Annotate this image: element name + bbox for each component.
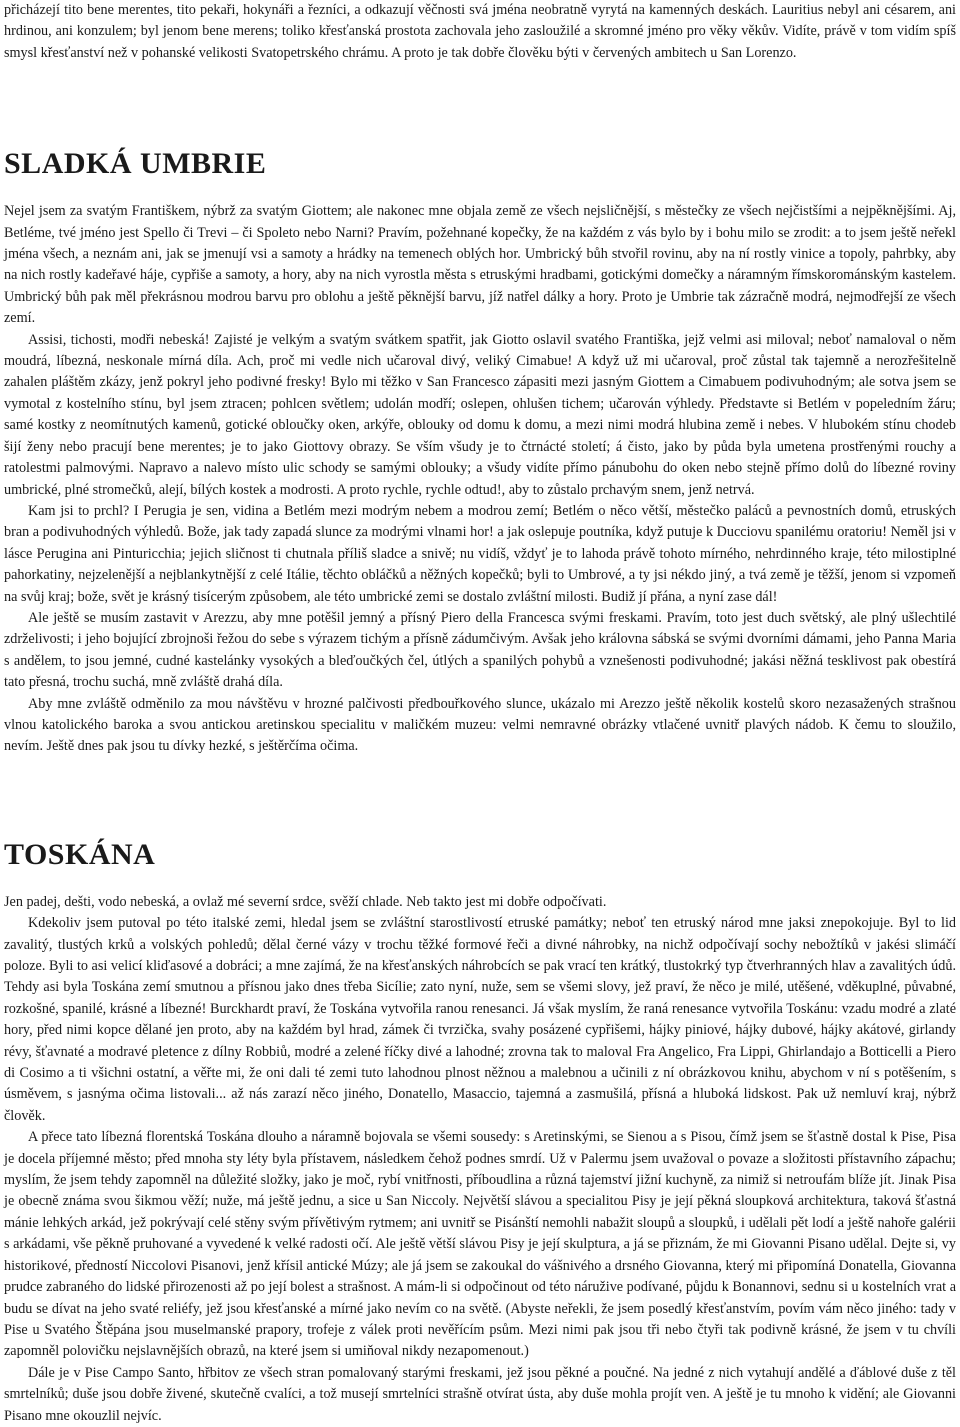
toskana-paragraph: Dále je v Pise Campo Santo, hřbitov ze všech stran pomalovaný starými freskami, jež jsou pěkné a poučné. Na jedné z nich vytahují andělé a ďáblové duše z těl smrtelníků; duše jsou dobře živené, skutečně cvalíci, a tož musejí smrtelníci strašně otvírat ústa, aby duše mohla projít ven. A ještě je tu mnoho k vidění; ale Giovanni Pisano mne okouzlil nejvíc. (4, 1364, 956, 1424)
chapter-heading-toskana: TOSKÁNA (4, 837, 156, 871)
umbrie-paragraph: Ale ještě se musím zastavit v Arezzu, aby mne potěšil jemný a přísný Piero della Francesca svými freskami. Pravím, toto jest duch světský, ale plný ušlechtilé zdrželivosti; i jeho bojující zbrojnoši řežou do sebe s výrazem tichým a přísně zádumčivým. Avšak jeho královna sábská se svými dvorními dámami, jeho Panna Maria s andělem, to jsou jemné, cudné kastelánky vysokých a bleďoučkých čel, útlých a spanilých pohybů a vznešenosti podivuhodné; jakási něžná tesklivost pak obestírá tato přesná, trochu suchá, mně zvláště drahá díla. (4, 609, 956, 691)
umbrie-paragraph: Kam jsi to prchl? I Perugia je sen, vidina a Betlém mezi modrým nebem a modrou zemí; Betlém o něco větší, městečko paláců a pevnostních domů, etruských bran a podivuhodných výhledů. Bože, jak tady zapadá slunce za modrými vlnami hor! a jak oslepuje poutníka, když putuje k Ducciovu spanilému oratoriu! Neměl jsi v lásce Perugina ani Pinturicchia; jejich sličnost ti chutnala příliš sladce a snivě; nu vidíš, vždyť je to lahoda právě tohoto mírného, nehrdinného kraje, této milostiplné pahorkatiny, nejzelenější a nejblankytnější z celé Itálie, těchto obláčků a něžných kopečků; byli to Umbrové, a ty jsi nékdo jiný, a tvá země je těžší, jenom si vzpomeň na svůj kraj; bože, svět je krásný tisícerým způsobem, ale této umbrické zemi se dostalo zvláštní milosti. Budiž jí přána, a nyní zase dál! (4, 502, 956, 605)
umbrie-section (4, 201, 956, 758)
umbrie-paragraph: Aby mne zvláště odměnilo za mou návštěvu v hrozné palčivosti předbouřkového slunce, ukázalo mi Arezzo ještě několik kostelů skoro nezasažených strašnou vlnou katolického baroka a svou antickou aretinskou specialitu v maličkém muzeu: velmi nemravné obrázky vtlačené uvnitř plavých nádob. K čemu to sloužilo, nevím. Ještě dnes pak jsou tu dívky hezké, s ještěrčíma očima. (4, 695, 956, 755)
toskana-section (4, 892, 956, 1427)
umbrie-paragraph: Assisi, tichosti, modři nebeská! Zajisté je velkým a svatým svátkem spatřit, jak Giotto oslavil svatého Františka, jejž velmi asi miloval; neboť namaloval o něm moudrá, líbezná, neskonale mírná díla. Ach, proč mi vedle nich učaroval divý, veliký Cimabue! A když už mi učaroval, proč zůstal tak tajemně a nerozřešitelně zahalen pláštěm zkázy, jenž pokryl jeho podivné fresky! Bylo mi těžko v San Francesco zápasiti mezi jasným Giottem a Cimabuem podivuhodným; ale sotva jsem se vymotal z kostelního stínu, byl jsem ztracen; pohlcen světlem; udolán modří; oslepen, ohlušen tichem; učarován výhledy. Představte si Betlém v popeledním žáru; samé kostky z neomítnutých kamenů, gotické obloučky oken, arkýře, oblouky od domu k domu, a mezi nimi modrá hlubina země i nebes. V hlubokém stínu chodeb šijí ženy nebo pracují bene merentes; je to jako Giottovy obrazy. Se vším všudy je to čtrnácté století; á čisto, jako by půda byla umetena prostřenými rouchy a ratolestmi palmovými. Napravo a nalevo místo ulic schody se samými oblouky; a všudy vidíte přímo pánubohu do oken nebo stejně přímo dolů do líbezné roviny umbrické, plné stromečků, alejí, bílých kostek a modrosti. A proto rychle, rychle odtud!, aby to zůstalo prchavým snem, jenž netrvá. (4, 331, 956, 498)
intro-section (4, 0, 956, 64)
intro-paragraph: přicházejí tito bene merentes, tito pekaři, hokynáři a řezníci, a odkazují věčnosti svá jména neobratně vyrytá na kamenných deskách. Lauritius nebyl ani césarem, ani hrdinou, ani konzulem; byl jenom bene merens; toliko křesťanská prostota zachovala jeho zasloužilé a skromné jméno pro věky věkův. Vidíte, právě v tom vidím spíš smysl křesťanství než v pohanské velikosti Svatopetrského chrámu. A proto je tak dobře člověku býti v červených ambitech u San Lorenzo. (4, 2, 956, 61)
toskana-paragraph: Jen padej, dešti, vodo nebeská, a ovlaž mé severní srdce, svěží chlade. Neb takto jest mi dobře odpočívati. (4, 893, 607, 910)
toskana-paragraph: Kdekoliv jsem putoval po této italské zemi, hledal jsem se zvláštní starostlivostí etruské památky; neboť ten etruský národ mne jaksi znepokojuje. Byl to lid zavalitý, tlustých krků a volských pohledů; dělal černé vázy v trochu těžké formové řeči a divné náhrobky, na nichž odpočívají sochy nebožtíků v jakési slimáčí poloze. Byli to asi velicí kliďasové a dobráci; a mne zajímá, že na křesťanských náhrobcích se pak vrací ten krátký, tlustokrký typ čtverhranných hlav a zavalitých údů. Tehdy asi byla Toskána zemí smutnou a přísnou jako dnes třeba Sicílie; zato nyní, nuže, sem se všemi slovy, jež praví, že něco je milé, utěšené, vděkuplné, půvabné, rozkošné, spanilé, krásné a líbezné! Burckhardt praví, že Toskána vytvořila ranou renesanci. Já však myslím, že raná renesance vytvořila Toskánu: vzadu modré a zlaté hory, před nimi kopce dělané jen proto, aby na každém byl hrad, zámek či tvrzička, svahy posázené cypřišemi, hájky piniové, hájky dubové, hájky akátové, girlandy révy, šťavnaté a modravé pletence z dílny Robbiů, modré a zelené říčky divé a lahodné; zrovna tak to maloval Fra Angelico, Fra Lippi, Ghirlandajo a Botticelli a Piero di Cosimo a ti všichni ostatní, a věřte mi, že oni dali té zemi tuto lahodnou plnost něžnou a malebnou a učinili z ní obrázkovou knihu, abychom v ní s potěšením, s úsměvem, s jasnýma očima listovali... až nás zarazí něco jiného, Donatello, Masaccio, tajemná a zasmušilá, přísná a hluboká lidskost. Pak už nemluví kraj, nýbrž člověk. (4, 915, 956, 1124)
chapter-heading-umbrie: SLADKÁ UMBRIE (4, 147, 267, 181)
umbrie-paragraph: Nejel jsem za svatým Františkem, nýbrž za svatým Giottem; ale nakonec mne objala země ze všech nejsličnější, s městečky ze všech nejčistšími a nejpěknějšími. Aj, Betléme, tvé jméno jest Spello či Trevi – či Spoleto nebo Narni? Pravím, požehnané kopečky, že na každém z vás bylo by i bohu milo se zrodit: a to jsem ještě neřekl jména všech, a neznám ani, jak se jmenují vsi a samoty a hrádky na temenech oblých hor. Umbrický bůh stvořil rovinu, aby na ní rostly vinice a topoly, pahrbky, aby na nich rostly kadeřavé háje, cypřiše a samoty, a hory, aby na nich vyrostla města s etruskými hradbami, gotickými domečky a náramným římskorománským kastelem. Umbrický bůh pak měl překrásnou modrou barvu pro oblohu a ještě pěknější barvu, jíž natřel dálky a hory. Proto je Umbrie tak zázračně modrá, nejmodřejší ze všech zemí. (4, 203, 956, 327)
toskana-paragraph: A přece tato líbezná florentská Toskána dlouho a náramně bojovala se všemi sousedy: s Aretinskými, se Sienou a s Pisou, čímž jsem se šťastně dostal k Pise, Pisa je docela příjemné město; před mnoha sty léty byla přístavem, následkem čehož podnes smrdí. Už v Palermu jsem uvažoval o povaze a složitosti přístavního zápachu; myslím, že jsem tehdy zapomněl na důležité složky, jako je moč, rybí vnitřnosti, příboudlina a různá tajemství jižní kuchyně, za nimiž si netroufám blíže jít. Jinak Pisa je obecně známa svou šikmou věží; nuže, má ještě jednu, a sice u San Niccoly. Největší slávou a specialitou Pisy je její pěkná sloupková architektura, taková šťastná mánie lehkých arkád, jež pokrývají celé stěny svým přívětivým rytmem; ani uvnitř se Pisánští nemohli nabažit sloupů a sloupků, i udělali pět lodí a ještě nahoře galérii s arkádami, vše pěkně pruhované a vyvedené k velké radosti očí. Ale ještě větší slávou Pisy je její skulptura, a já se přiznám, že mi Giovanni Pisano udělal. Dejte si, vy historikové, předností Niccolovi Pisanovi, jenž křísil antické Múzy; ale já jsem se zakoukal do vášnivého a drsného Giovanna, který mi připomíná Donatella, Giovanna prudce zabraného do lidské přirozenosti až po její bolest a strašnost. A mám-li si odpočinout od této náružive podívané, půjdu k Bonannovi, sednu si u kostelních vrat a budu se dívat na jeho svaté reliéfy, jež jsou křesťanské a mírné jako nevím co na světě. (Abyste neřekli, že jsem posedlý křesťanstvím, povím vám něco jiného: tady v Pise u Svatého Štěpána jsou muselmanské prapory, trofeje z válek proti nevěřícím psům. Mezi nimi pak jsou tři nebo čtyři tak podivně krásné, že jsem v tu chvíli zapomněl polovičku nejslavnějších obrazů, na které jsem si umiňoval nikdy nezapomenout.) (4, 1129, 956, 1360)
book-page (4, 0, 956, 1427)
